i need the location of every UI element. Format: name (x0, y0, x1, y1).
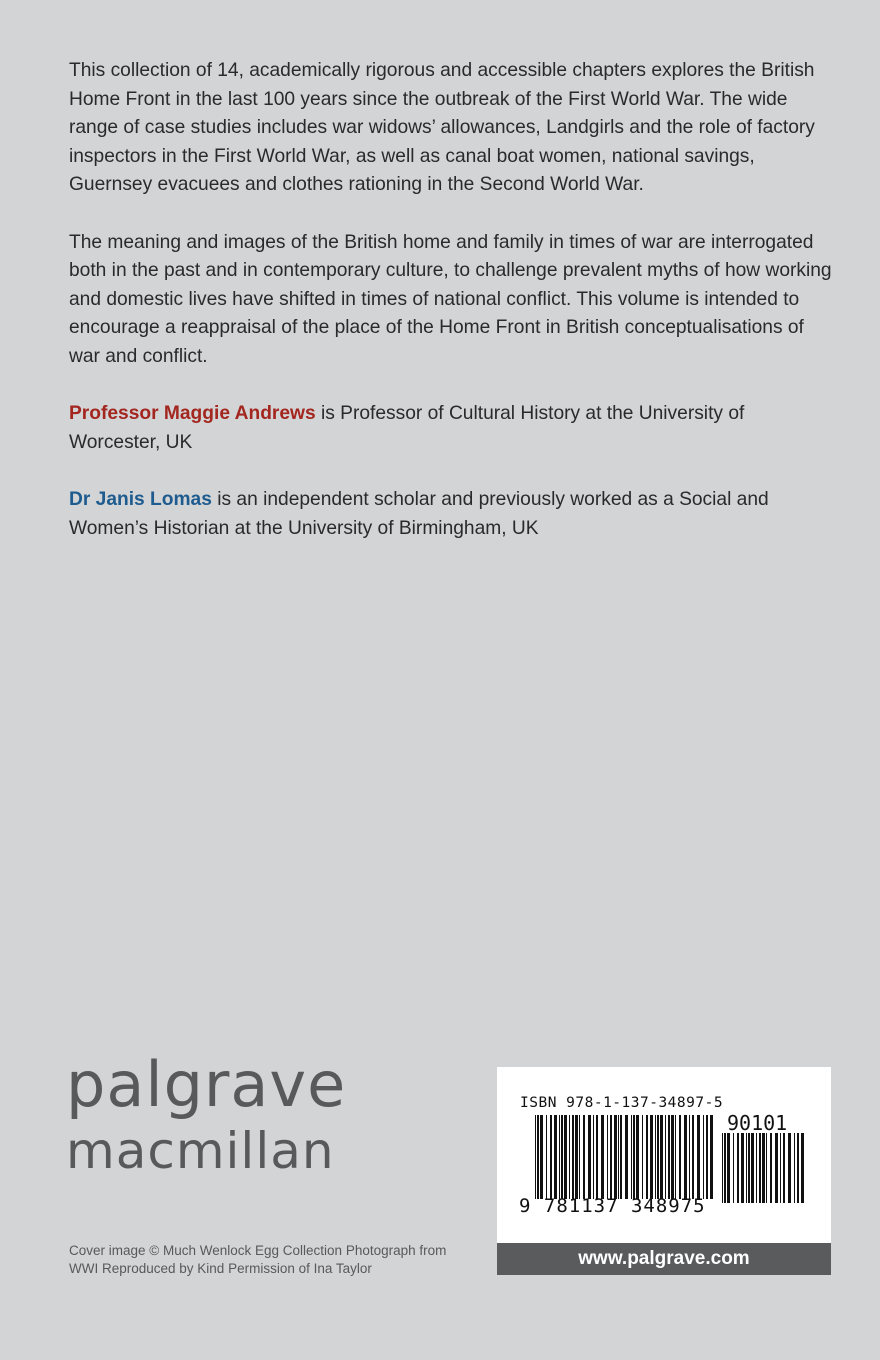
ean-barcode (535, 1115, 715, 1207)
barcode-bar (703, 1115, 704, 1199)
barcode-bar (722, 1133, 723, 1203)
barcode-bar (559, 1115, 560, 1199)
barcode-bar (579, 1115, 580, 1199)
barcode-bar (727, 1133, 730, 1203)
logo-line-macmillan: macmillan (66, 1122, 335, 1180)
barcode-bar (625, 1115, 628, 1199)
barcode-bar (684, 1115, 687, 1199)
barcode-bar (614, 1115, 617, 1199)
barcode-bar (569, 1115, 570, 1199)
cover-image-credit: Cover image © Much Wenlock Egg Collection Photograph from WWI Reproduced by Kind Permission of Ina Taylor (69, 1243, 447, 1276)
barcode-bar (575, 1115, 578, 1199)
barcode-bar (631, 1115, 632, 1199)
barcode-bar (775, 1133, 778, 1203)
palgrave-macmillan-logo (66, 1048, 347, 1180)
barcode-bar (671, 1115, 674, 1199)
barcode-bar (550, 1115, 552, 1199)
barcode-bar (770, 1133, 772, 1203)
author-bio-lomas (69, 486, 839, 543)
barcode-bar (610, 1115, 612, 1199)
barcode-bar (710, 1115, 713, 1199)
barcode-bar (759, 1133, 761, 1203)
author-name-lomas: Dr Janis Lomas (69, 488, 212, 510)
barcode-bar (780, 1133, 781, 1203)
barcode-bar (636, 1115, 639, 1199)
barcode-bar (537, 1115, 539, 1199)
blurb-paragraph-1: This collection of 14, academically rigorous and accessible chapters explores the British Home Front in the last 100 years since the outbreak of the First World War. The wide range of case studies includes war widows’ allowances, Landgirls and the role of factory inspectors in the First World War, as well as canal boat women, national savings, Guernsey evacuees and clothes rationing in the Second World War. (69, 60, 815, 196)
barcode-bar (762, 1133, 765, 1203)
barcode-bar (593, 1115, 594, 1199)
back-cover-blurb (69, 57, 839, 572)
barcode-bar (642, 1115, 643, 1199)
barcode-bar (665, 1115, 666, 1199)
price-addon-barcode (722, 1133, 804, 1207)
barcode-bar (748, 1133, 750, 1203)
barcode-bar (535, 1115, 536, 1199)
barcode-bar (588, 1115, 591, 1199)
price-code: 90101 (727, 1111, 788, 1135)
barcode-bar (601, 1115, 604, 1199)
barcode-bar (540, 1115, 543, 1199)
author-bio-andrews (69, 400, 839, 457)
barcode-bar (766, 1133, 767, 1203)
barcode-bar (618, 1115, 619, 1199)
publisher-website[interactable]: www.palgrave.com (497, 1243, 831, 1275)
ean-digits: 9 781137 348975 (519, 1195, 706, 1217)
barcode-bar (596, 1115, 598, 1199)
barcode-bar (797, 1133, 799, 1203)
barcode-bar (737, 1133, 739, 1203)
barcode-bar (668, 1115, 670, 1199)
barcode-bar (756, 1133, 757, 1203)
isbn-barcode-box (497, 1067, 831, 1243)
barcode-bar (564, 1115, 567, 1199)
barcode-bar (697, 1115, 700, 1199)
barcode-bar (660, 1115, 663, 1199)
barcode-bar (706, 1115, 708, 1199)
barcode-bar (546, 1115, 547, 1199)
barcode-bar (561, 1115, 563, 1199)
barcode-bar (583, 1115, 585, 1199)
barcode-bar (554, 1115, 557, 1199)
barcode-bar (655, 1115, 656, 1199)
barcode-bar (679, 1115, 681, 1199)
barcode-bar (746, 1133, 747, 1203)
barcode-bar (751, 1133, 754, 1203)
barcode-bar (657, 1115, 659, 1199)
isbn-label: ISBN 978-1-137-34897-5 (520, 1095, 724, 1111)
barcode-bar (801, 1133, 804, 1203)
barcode-bar (607, 1115, 608, 1199)
barcode-bar (692, 1115, 694, 1199)
barcode-bar (620, 1115, 622, 1199)
barcode-bar (741, 1133, 744, 1203)
barcode-bar (794, 1133, 795, 1203)
barcode-bar (788, 1133, 791, 1203)
barcode-bar (675, 1115, 676, 1199)
blurb-paragraph-2: The meaning and images of the British home and family in times of war are interrogated both in the past and in contemporary culture, to challenge prevalent myths of how working and domestic lives have shifted in times of national conflict. This volume is intended to encourage a reappraisal of the place of the Home Front in British conceptualisations of war and conflict. (69, 231, 832, 367)
barcode-bar (572, 1115, 574, 1199)
barcode-bar (633, 1115, 635, 1199)
barcode-bar (650, 1115, 653, 1199)
barcode-bar (724, 1133, 726, 1203)
barcode-bar (689, 1115, 690, 1199)
author-bio-andrews-text: is Professor of Cultural History at the University of Worcester, UK (69, 403, 745, 453)
logo-line-palgrave: palgrave (66, 1048, 347, 1121)
barcode-bar (733, 1133, 734, 1203)
author-bio-lomas-text: is an independent scholar and previously worked as a Social and Women’s Historian at the University of Birmingham, UK (69, 488, 769, 539)
barcode-bar (646, 1115, 648, 1199)
author-name-andrews: Professor Maggie Andrews (69, 403, 316, 425)
barcode-bar (783, 1133, 785, 1203)
